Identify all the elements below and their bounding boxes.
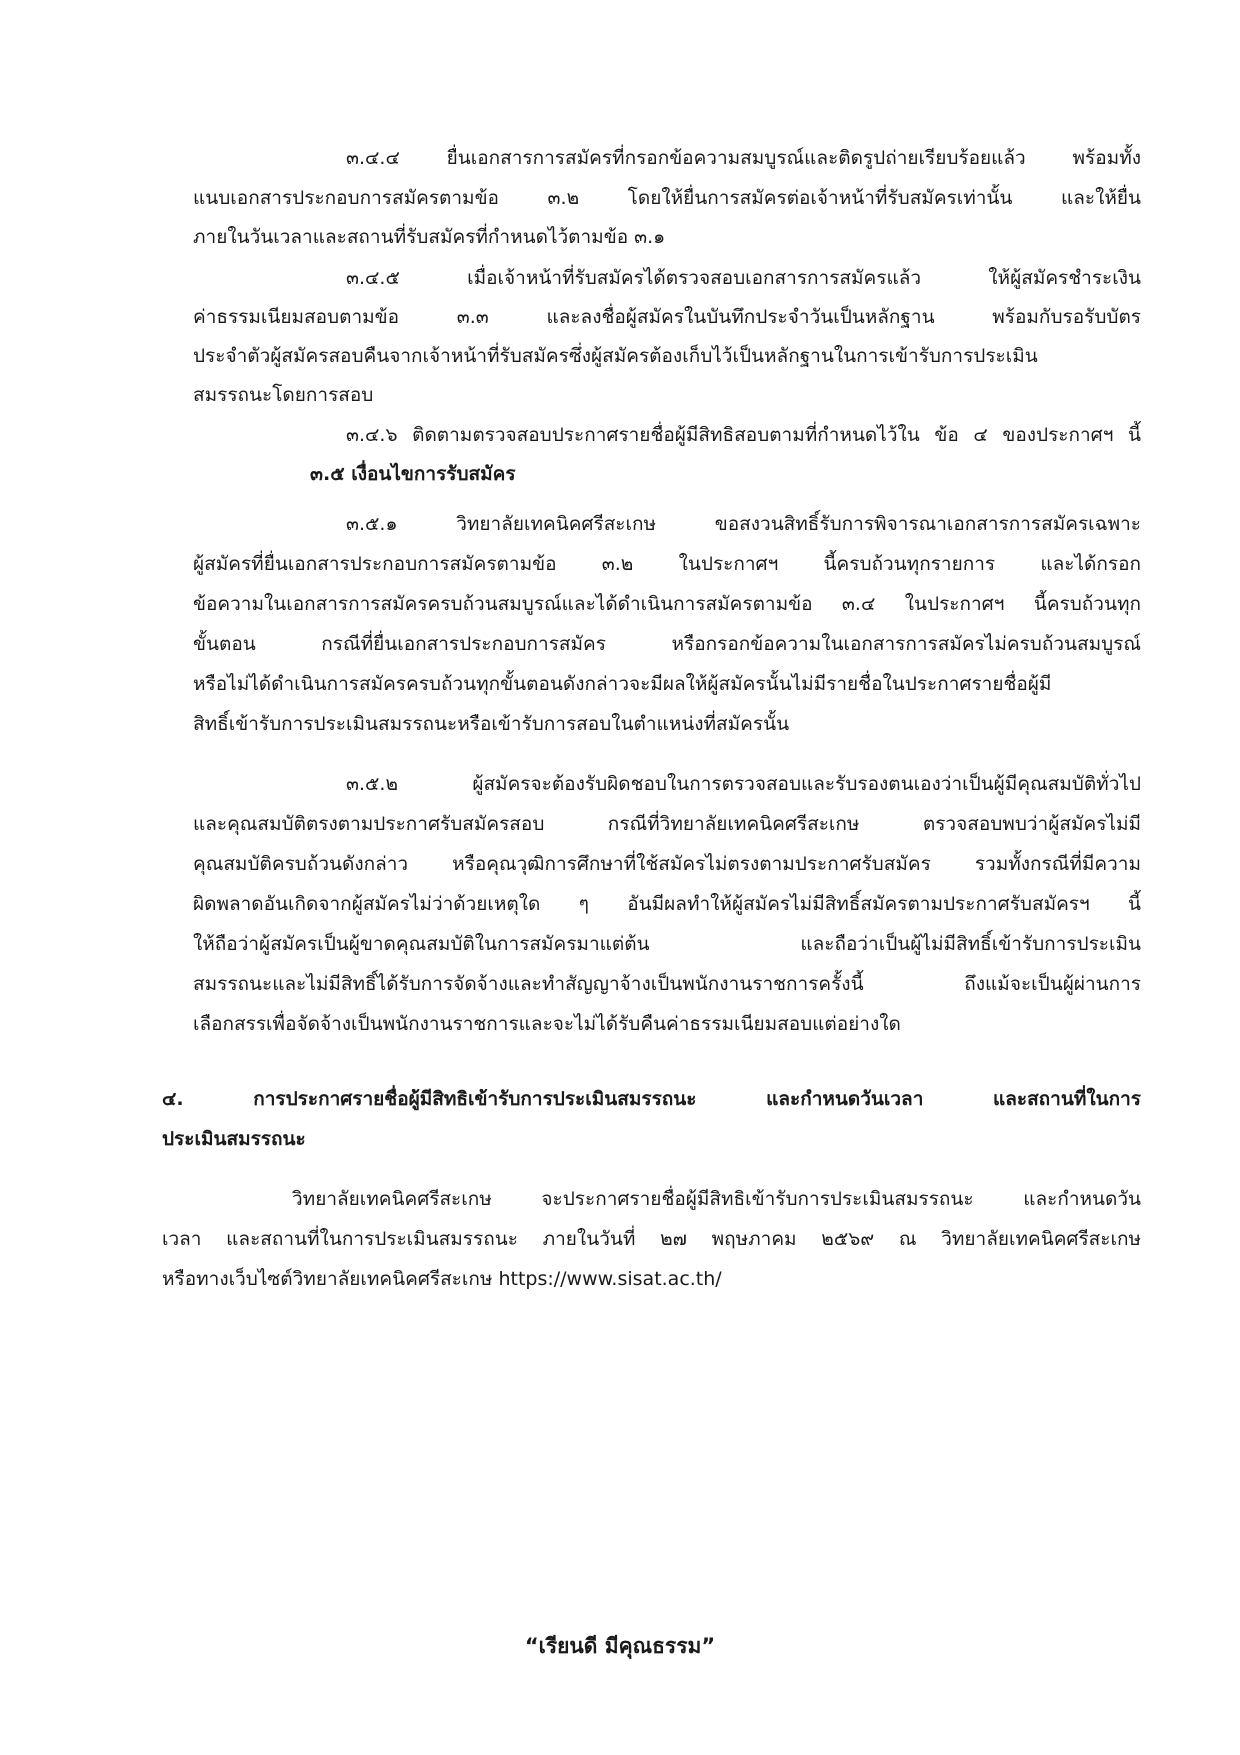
item-3-5-2-line-1: ๓.๕.๒ ผู้สมัครจะต้องรับผิดชอบในการตรวจสอบและรับรองตนเองว่าเป็นผู้มีคุณสมบัติทั่วไป (346, 773, 1141, 795)
item-3-5-1-line-1: ๓.๕.๑ วิทยาลัยเทคนิคศรีสะเกษ ขอสงวนสิทธิ์รับการพิจารณาเอกสารการสมัครเฉพาะ (346, 513, 1141, 535)
item-3-5-2-line-2: และคุณสมบัติตรงตามประกาศรับสมัครสอบ กรณีที่วิทยาลัยเทคนิคศรีสะเกษ ตรวจสอบพบว่าผู้สมัครไม่มี (193, 813, 1141, 835)
item-3-5-2-line-7: เลือกสรรเพื่อจัดจ้างเป็นพนักงานราชการและจะไม่ได้รับคืนค่าธรรมเนียมสอบแต่อย่างใด (193, 1013, 901, 1035)
item-3-5-1-line-4: ขั้นตอน กรณีที่ยื่นเอกสารประกอบการสมัคร หรือกรอกข้อความในเอกสารการสมัครไม่ครบถ้วนสมบูรณ์ (193, 633, 1141, 655)
item-3-5-2-line-6: สมรรถนะและไม่มีสิทธิ์ได้รับการจัดจ้างและทำสัญญาจ้างเป็นพนักงานราชการครั้งนี้ ถึงแม้จะเป็นผู้ผ่านการ (193, 973, 1141, 995)
item-3-4-5-line-1: ๓.๔.๕ เมื่อเจ้าหน้าที่รับสมัครได้ตรวจสอบเอกสารการสมัครแล้ว ให้ผู้สมัครชำระเงิน (346, 267, 1141, 289)
item-3-5-1-line-5: หรือไม่ได้ดำเนินการสมัครครบถ้วนทุกขั้นตอนดังกล่าวจะมีผลให้ผู้สมัครนั้นไม่มีรายชื่อในประกาศรายชื่อผู้มี (193, 673, 1052, 695)
item-3-5-1-line-3: ข้อความในเอกสารการสมัครครบถ้วนสมบูรณ์และได้ดำเนินการสมัครตามข้อ ๓.๔ ในประกาศฯ นี้ครบถ้วนทุก (193, 593, 1141, 615)
section-4-heading-line-2: ประเมินสมรรถนะ (162, 1128, 306, 1150)
footer-motto: “เรียนดี มีคุณธรรม” (524, 1634, 716, 1658)
item-3-4-4-line-3: ภายในวันเวลาและสถานที่รับสมัครที่กำหนดไว้ตามข้อ ๓.๑ (193, 226, 666, 248)
item-3-4-4-line-1: ๓.๔.๔ ยื่นเอกสารการสมัครที่กรอกข้อความสมบูรณ์และติดรูปถ่ายเรียบร้อยแล้ว พร้อมทั้ง (346, 147, 1141, 169)
item-3-4-4-line-2: แนบเอกสารประกอบการสมัครตามข้อ ๓.๒ โดยให้ยื่นการสมัครต่อเจ้าหน้าที่รับสมัครเท่านั้น และให้ยื่น (193, 187, 1141, 209)
section-3-5-heading: ๓.๕ เงื่อนไขการรับสมัคร (310, 463, 516, 485)
item-3-5-2-line-4: ผิดพลาดอันเกิดจากผู้สมัครไม่ว่าด้วยเหตุใด ๆ อันมีผลทำให้ผู้สมัครไม่มีสิทธิ์สมัครตามประกาศรับสมัครฯ นี้ (193, 893, 1141, 915)
item-3-4-5-line-3: ประจำตัวผู้สมัครสอบคืนจากเจ้าหน้าที่รับสมัครซึ่งผู้สมัครต้องเก็บไว้เป็นหลักฐานในการเข้ารับการประเมิน (193, 345, 1038, 367)
section-4-body-line-3: หรือทางเว็บไซต์วิทยาลัยเทคนิคศรีสะเกษ https://www.sisat.ac.th/ (162, 1268, 722, 1290)
section-4-body-line-2: เวลา และสถานที่ในการประเมินสมรรถนะ ภายในวันที่ ๒๗ พฤษภาคม ๒๕๖๙ ณ วิทยาลัยเทคนิคศรีสะเกษ (162, 1228, 1141, 1250)
item-3-5-1-line-2: ผู้สมัครที่ยื่นเอกสารประกอบการสมัครตามข้อ ๓.๒ ในประกาศฯ นี้ครบถ้วนทุกรายการ และได้กรอก (193, 553, 1141, 575)
item-3-5-2-line-5: ให้ถือว่าผู้สมัครเป็นผู้ขาดคุณสมบัติในการสมัครมาแต่ต้น และถือว่าเป็นผู้ไม่มีสิทธิ์เข้ารับการประเมิน (193, 933, 1141, 955)
item-3-5-2-line-3: คุณสมบัติครบถ้วนดังกล่าว หรือคุณวุฒิการศึกษาที่ใช้สมัครไม่ตรงตามประกาศรับสมัคร รวมทั้งกรณีที่มีความ (193, 853, 1141, 875)
section-4-heading-line-1: ๔. การประกาศรายชื่อผู้มีสิทธิเข้ารับการประเมินสมรรถนะ และกำหนดวันเวลา และสถานที่ในการ (162, 1088, 1141, 1110)
item-3-4-6-line-1: ๓.๔.๖ ติดตามตรวจสอบประกาศรายชื่อผู้มีสิทธิสอบตามที่กำหนดไว้ใน ข้อ ๔ ของประกาศฯ นี้ (346, 424, 1141, 446)
section-4-body-line-1: วิทยาลัยเทคนิคศรีสะเกษ จะประกาศรายชื่อผู้มีสิทธิเข้ารับการประเมินสมรรถนะ และกำหนดวัน (292, 1188, 1141, 1210)
item-3-5-1-line-6: สิทธิ์เข้ารับการประเมินสมรรถนะหรือเข้ารับการสอบในตำแหน่งที่สมัครนั้น (193, 713, 790, 735)
item-3-4-5-line-2: ค่าธรรมเนียมสอบตามข้อ ๓.๓ และลงชื่อผู้สมัครในบันทึกประจำวันเป็นหลักฐาน พร้อมกับรอรับบัตร (193, 306, 1141, 328)
item-3-4-5-line-4: สมรรถนะโดยการสอบ (193, 384, 374, 406)
